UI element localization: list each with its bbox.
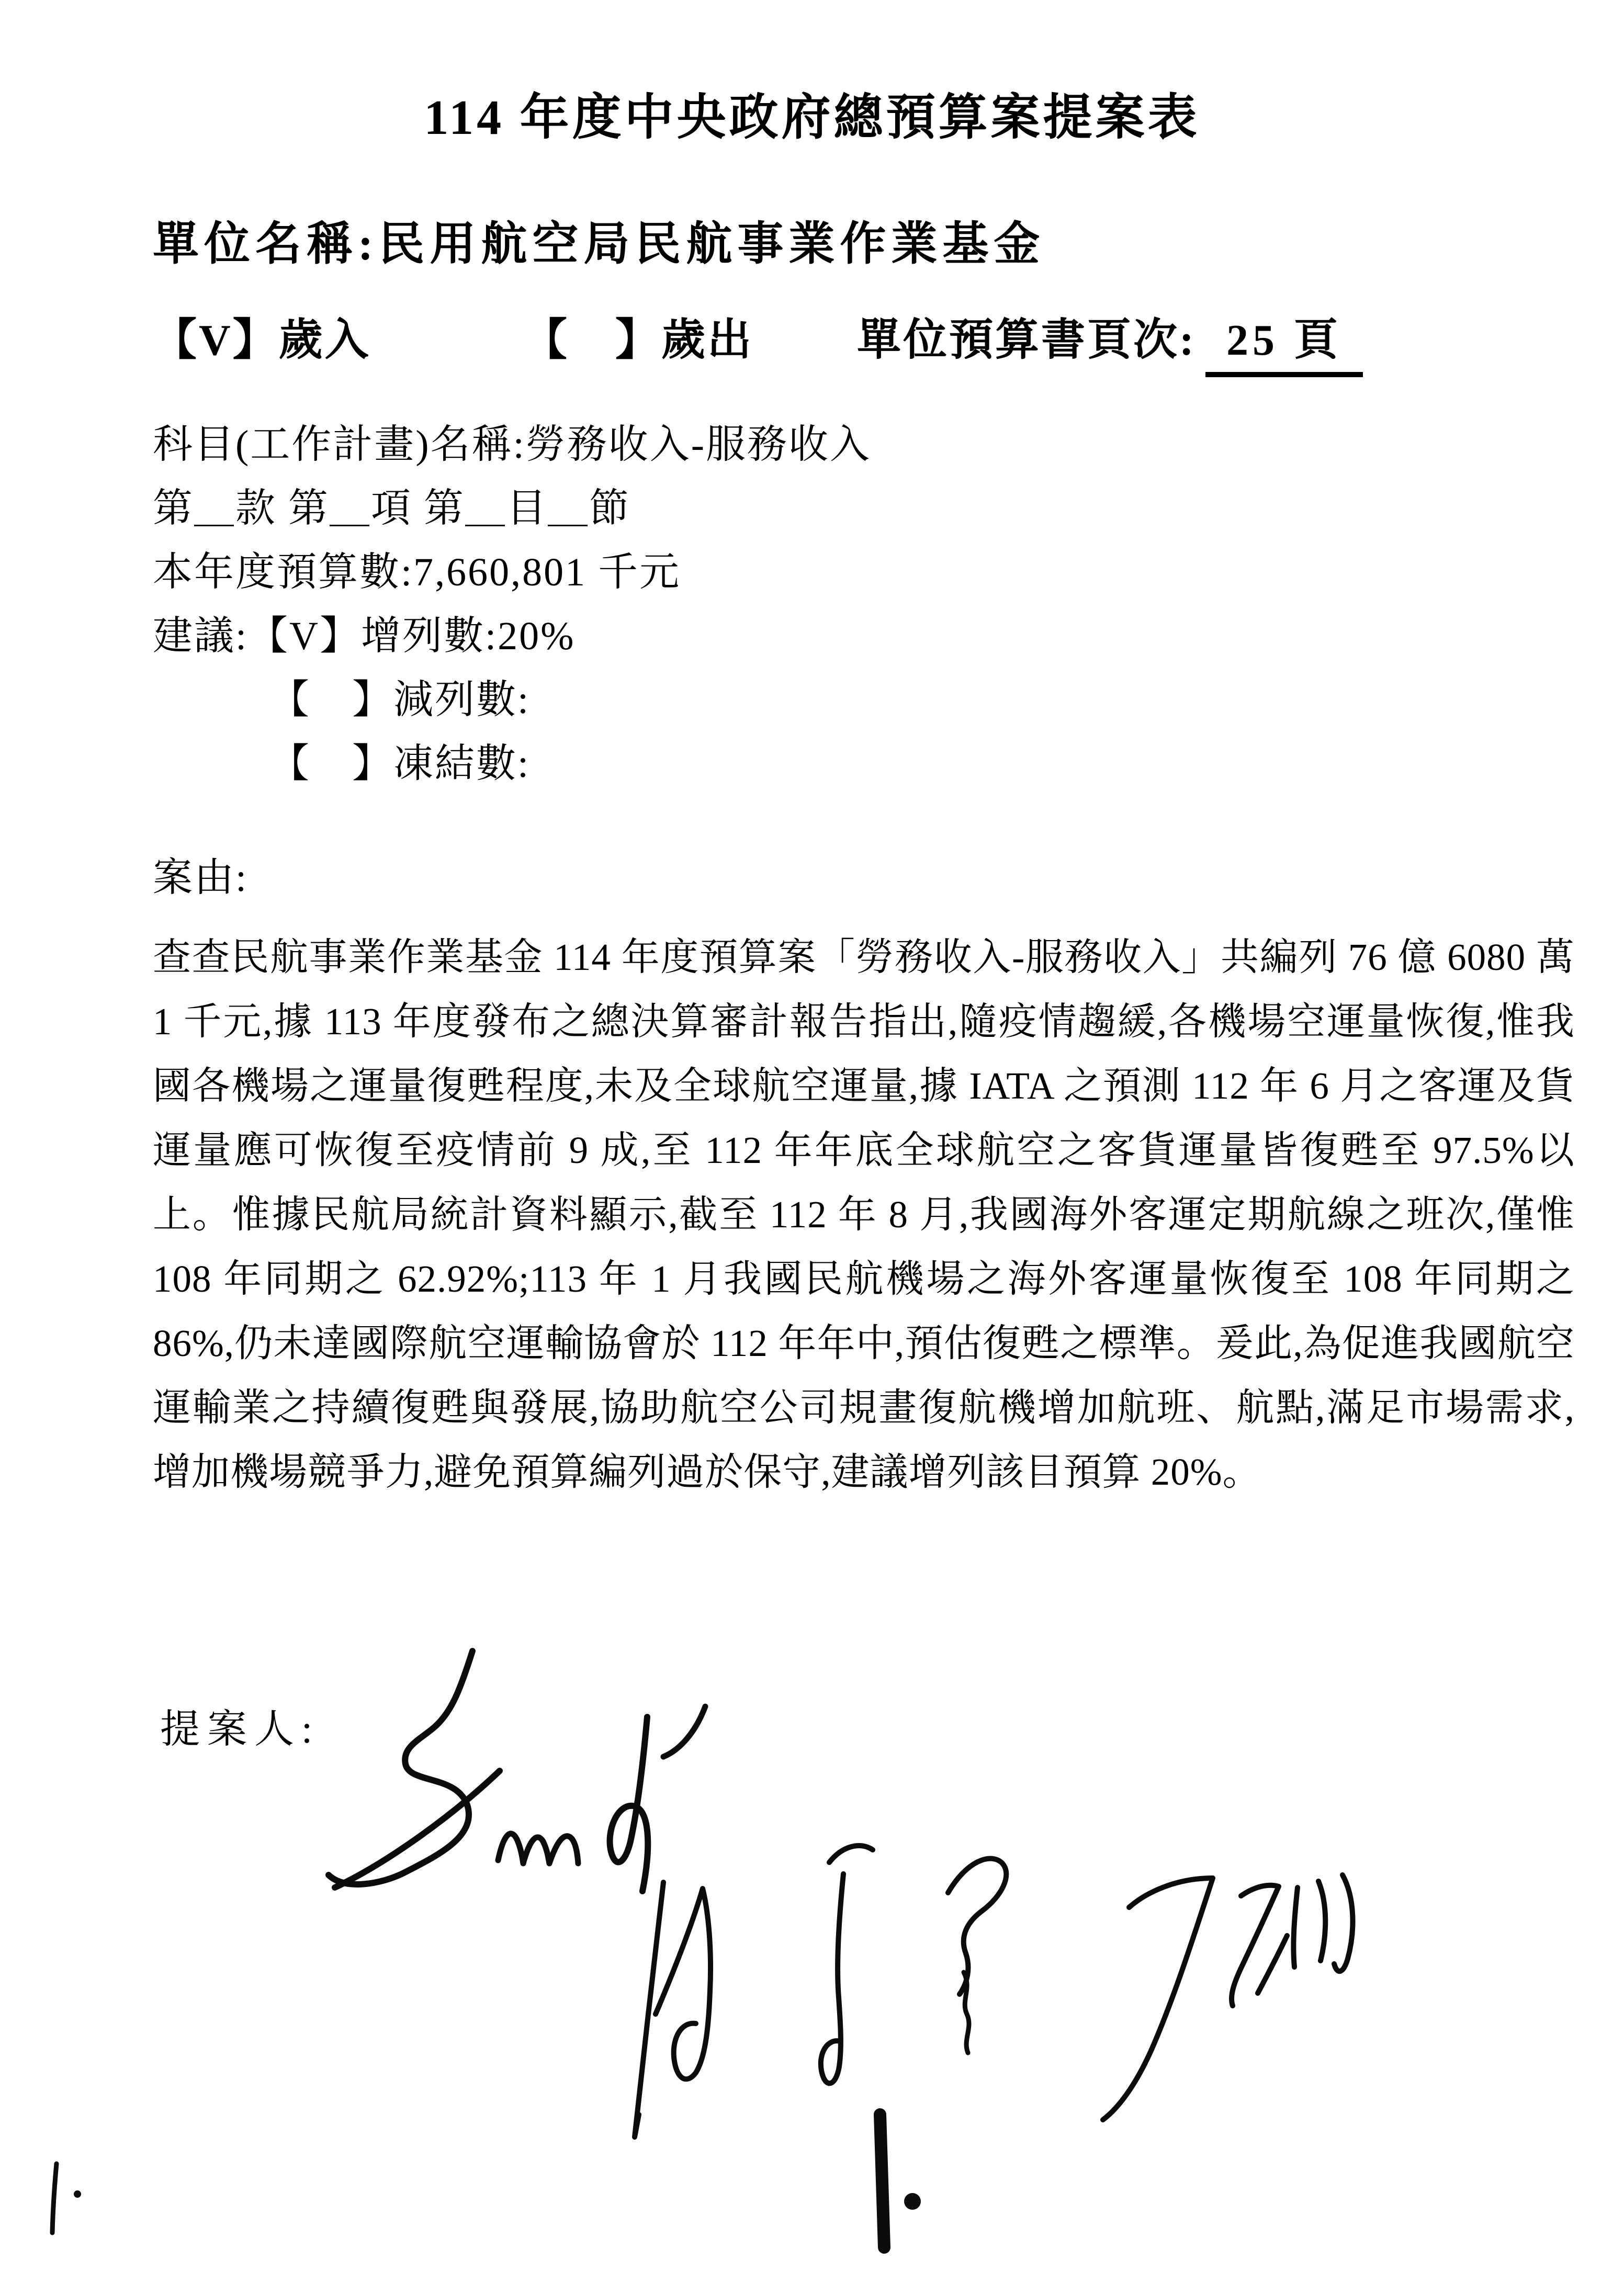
levels-line: 第＿款 第＿項 第＿目＿節 — [153, 487, 630, 530]
page-title: 114 年度中央政府總預算案提案表 — [424, 91, 1200, 145]
unit-name-line — [153, 207, 1045, 273]
cosigner-signature-2 — [1103, 1875, 1352, 2120]
subject-label: 科目(工作計畫)名稱: — [153, 423, 526, 467]
freeze-label: 凍結數: — [393, 742, 531, 786]
revenue-checkbox-group — [153, 304, 371, 368]
subject-line — [153, 412, 871, 469]
handwritten-ink-layer — [0, 1622, 1624, 2283]
reason-label: 案由: — [153, 856, 249, 900]
increase-checkbox: 【V】 — [248, 614, 362, 658]
decrease-checkbox: 【 】 — [269, 678, 393, 722]
increase-value: 20% — [498, 614, 576, 658]
proposer-label: 提案人: — [160, 1708, 320, 1751]
suggestion-increase-line — [153, 604, 575, 661]
reason-text: 查查民航事業作業基金 114 年度預算案「勞務收入-服務收入」共編列 76 億 6080 萬 1 千元,據 113 年度發布之總決算審計報告指出,隨疫情趨緩,各機場空運量恢復,惟我國各機場之運量復甦程度,未及全球航空運量,據 IATA 之預測 112 年 6 月之客運及貨運量應可恢復至疫情前 9 成,至 112 年年底全球航空之客貨運量皆復甦至 97.5%以上。惟據民航局統計資料顯示,截至 112 年 8 月,我國海外客運定期航線之班次,僅惟 108 年同期之 62.92%;113 年 1 月我國民航機場之海外客運量恢復至 108 年同期之 86%,仍未達國際航空運輸協會於 112 年年中,預估復甦之標準。爰此,為促進我國航空運輸業之持續復甦與發展,協助航空公司規畫復航機增加航班、航點,滿足市場需求,增加機場競爭力,避免預算編列過於保守,建議增列該目預算 20%。 — [153, 936, 1575, 1493]
page-ref-value: 25 頁 — [1205, 304, 1363, 377]
budget-value: 7,660,801 千元 — [413, 550, 681, 594]
expenditure-checkbox-group — [523, 304, 753, 368]
cosigner-signature-1 — [635, 1846, 1006, 2137]
decrease-label: 減列數: — [393, 678, 531, 722]
unit-name-label: 單位名稱: — [153, 219, 379, 270]
proposer-signature — [329, 1651, 705, 1891]
subject-value: 勞務收入-服務收入 — [525, 423, 872, 467]
revenue-label: 歲入 — [278, 316, 371, 365]
budget-line — [153, 540, 681, 597]
suggestion-freeze-line — [269, 731, 530, 788]
expenditure-checkbox: 【 】 — [523, 316, 662, 365]
expenditure-label: 歲出 — [661, 316, 754, 365]
budget-label: 本年度預算數: — [153, 550, 414, 594]
suggestion-decrease-line — [269, 668, 530, 725]
stray-mark-bottom-left — [52, 2164, 81, 2233]
unit-name-value: 民用航空局民航事業作業基金 — [378, 219, 1045, 270]
suggestion-label: 建議: — [153, 614, 249, 658]
revenue-checkbox: 【V】 — [153, 316, 279, 365]
page-ref-group — [857, 304, 1363, 377]
stray-mark-bottom-center — [880, 2115, 921, 2247]
page-ref-label: 單位預算書頁次: — [857, 316, 1196, 365]
freeze-checkbox: 【 】 — [269, 742, 393, 786]
increase-label: 增列數: — [361, 614, 498, 658]
